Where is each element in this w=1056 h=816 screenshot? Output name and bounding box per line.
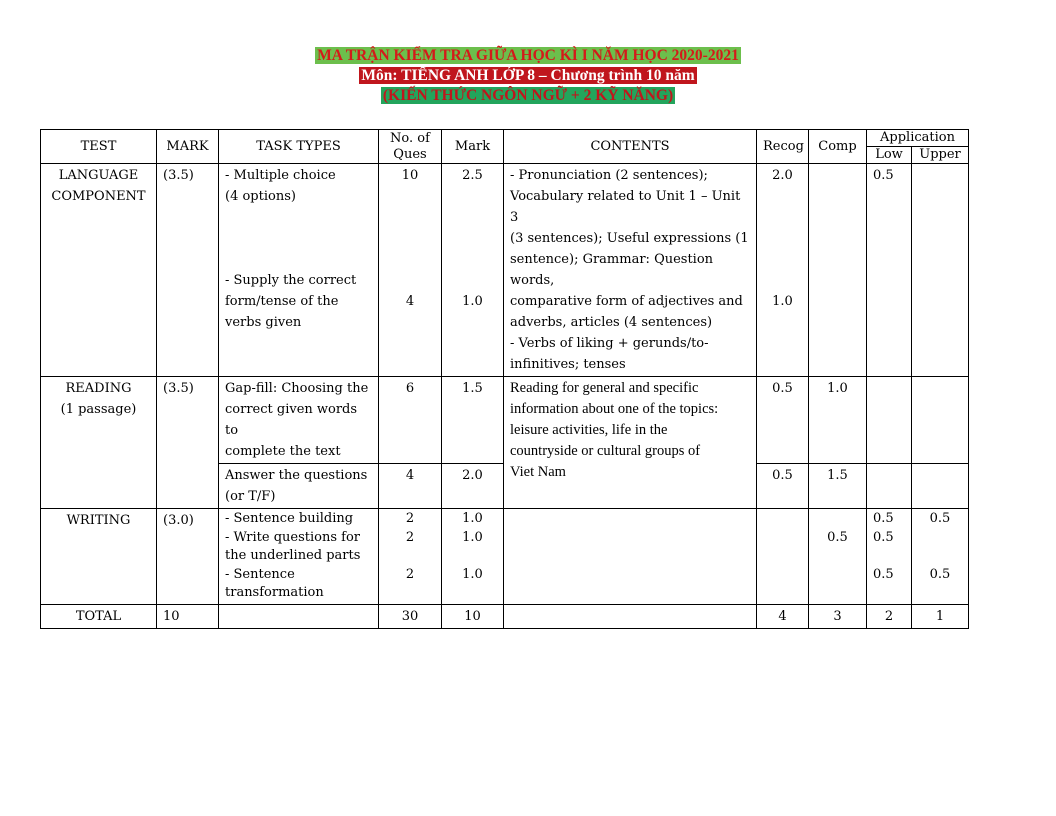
language-content-line: - Pronunciation (2 sentences); (510, 168, 708, 183)
total-recog: 4 (757, 604, 809, 628)
total-low: 2 (867, 604, 912, 628)
total-task-types (219, 604, 379, 628)
writing-task-types (219, 509, 379, 605)
language-test-line1: LANGUAGE (58, 168, 139, 183)
reading-upper1 (912, 377, 969, 464)
language-task1-line1: - Multiple choice (225, 168, 336, 183)
document-title (0, 46, 1056, 106)
header-application: Application (867, 130, 969, 147)
reading-task2-line1: Answer the questions (225, 468, 368, 483)
language-mark2: 1.0 (462, 294, 483, 309)
language-comp (809, 164, 867, 377)
language-low: 0.5 (867, 164, 912, 377)
language-recog (757, 164, 809, 377)
reading-task1-line1: Gap-fill: Choosing the (225, 381, 369, 396)
reading-low1 (867, 377, 912, 464)
language-task2-line2: form/tense of the (225, 294, 339, 309)
reading-task1-line2: correct given words to (225, 402, 358, 438)
header-task-types: TASK TYPES (219, 130, 379, 164)
reading-comp1: 1.0 (809, 377, 867, 464)
reading-comp2: 1.5 (809, 464, 867, 509)
reading-task1-line3: complete the text (225, 444, 341, 459)
writing-mark3: 1.0 (462, 566, 483, 582)
reading-ques1: 6 (379, 377, 442, 464)
language-mark-points (442, 164, 504, 377)
header-test: TEST (41, 130, 157, 164)
writing-low1: 0.5 (873, 511, 894, 526)
writing-task3-line2: transformation (225, 585, 324, 600)
reading-upper2 (912, 464, 969, 509)
reading-task2 (219, 464, 379, 509)
language-content-line: (3 sentences); Useful expressions (1 (510, 231, 749, 246)
language-content-line: comparative form of adjectives and (510, 294, 743, 309)
writing-upper (912, 509, 969, 605)
language-content-line: adverbs, articles (4 sentences) (510, 315, 713, 330)
reading-mark1: 1.5 (442, 377, 504, 464)
language-row (41, 164, 969, 377)
writing-upper3: 0.5 (929, 566, 951, 582)
reading-task2-line2: (or T/F) (225, 489, 276, 504)
total-row (41, 604, 969, 628)
writing-test: WRITING (41, 509, 157, 605)
header-no-of-ques: No. of Ques (379, 130, 442, 164)
writing-task1: - Sentence building (225, 511, 354, 526)
language-ques2: 4 (405, 294, 415, 309)
writing-low (867, 509, 912, 605)
header-recog: Recog (757, 130, 809, 164)
language-content-line: infinitives; tenses (510, 357, 626, 372)
language-ques1: 10 (401, 168, 419, 183)
title-line-2: Môn: TIẾNG ANH LỚP 8 – Chương trình 10 năm (361, 67, 695, 84)
language-ques (379, 164, 442, 377)
total-ques: 30 (379, 604, 442, 628)
writing-mark-points (442, 509, 504, 605)
writing-task2-line1: - Write questions for (225, 529, 361, 545)
writing-task3-line1: - Sentence (225, 566, 295, 582)
header-row (41, 130, 969, 147)
header-mark: MARK (157, 130, 219, 164)
writing-comp2: 0.5 (827, 529, 848, 545)
writing-low3: 0.5 (873, 566, 894, 582)
language-content-line: - Verbs of liking + gerunds/to- (510, 336, 709, 351)
reading-content-line: leisure activities, life in the (510, 422, 668, 438)
writing-ques (379, 509, 442, 605)
language-recog2: 1.0 (772, 294, 793, 309)
language-content-line: sentence); Grammar: Question words, (510, 252, 714, 288)
total-mark: 10 (157, 604, 219, 628)
reading-contents (504, 377, 757, 509)
language-test-line2: COMPONENT (51, 189, 146, 204)
writing-low2: 0.5 (873, 529, 894, 545)
language-recog1: 2.0 (772, 168, 793, 183)
language-upper (912, 164, 969, 377)
header-comp: Comp (809, 130, 867, 164)
language-mark: (3.5) (157, 164, 219, 377)
language-task2-line3: verbs given (225, 315, 302, 330)
header-mark-points: Mark (442, 130, 504, 164)
total-upper: 1 (912, 604, 969, 628)
reading-ques2: 4 (379, 464, 442, 509)
writing-recog (757, 509, 809, 605)
header-contents: CONTENTS (504, 130, 757, 164)
language-contents (504, 164, 757, 377)
reading-test-line1: READING (65, 381, 132, 396)
reading-recog2: 0.5 (757, 464, 809, 509)
total-label: TOTAL (41, 604, 157, 628)
title-line-1: MA TRẬN KIỂM TRA GIỮA HỌC KÌ I NĂM HỌC 2020-2021 (317, 47, 739, 64)
total-contents (504, 604, 757, 628)
reading-test-cell (41, 377, 157, 509)
header-low: Low (867, 147, 912, 164)
writing-comp (809, 509, 867, 605)
reading-task1 (219, 377, 379, 464)
reading-recog1: 0.5 (757, 377, 809, 464)
reading-content-line: Reading for general and specific (510, 380, 699, 396)
language-mark1: 2.5 (462, 168, 483, 183)
writing-ques2: 2 (405, 529, 415, 545)
reading-content-line: Viet Nam (510, 464, 566, 480)
header-upper: Upper (912, 147, 969, 164)
writing-row (41, 509, 969, 605)
language-task1-line2: (4 options) (225, 189, 296, 204)
title-line-3: (KIẾN THỨC NGÔN NGỮ + 2 KỸ NĂNG) (382, 87, 674, 104)
exam-matrix-table (40, 129, 969, 629)
writing-mark2: 1.0 (462, 529, 483, 545)
writing-contents (504, 509, 757, 605)
reading-content-line: countryside or cultural groups of (510, 443, 701, 459)
writing-mark: (3.0) (157, 509, 219, 605)
writing-mark1: 1.0 (462, 511, 483, 526)
language-content-line: Vocabulary related to Unit 1 – Unit 3 (510, 189, 741, 225)
writing-ques1: 2 (405, 511, 415, 526)
reading-row-1 (41, 377, 969, 464)
language-task-types (219, 164, 379, 377)
writing-upper1: 0.5 (929, 511, 951, 526)
language-task2-line1: - Supply the correct (225, 273, 357, 288)
reading-mark2: 2.0 (442, 464, 504, 509)
total-comp: 3 (809, 604, 867, 628)
writing-task2-line2: the underlined parts (225, 548, 361, 563)
reading-content-line: information about one of the topics: (510, 401, 719, 417)
language-test-cell (41, 164, 157, 377)
total-mark-points: 10 (442, 604, 504, 628)
reading-mark: (3.5) (157, 377, 219, 509)
reading-low2 (867, 464, 912, 509)
writing-ques3: 2 (405, 566, 415, 582)
reading-test-line2: (1 passage) (60, 402, 137, 417)
